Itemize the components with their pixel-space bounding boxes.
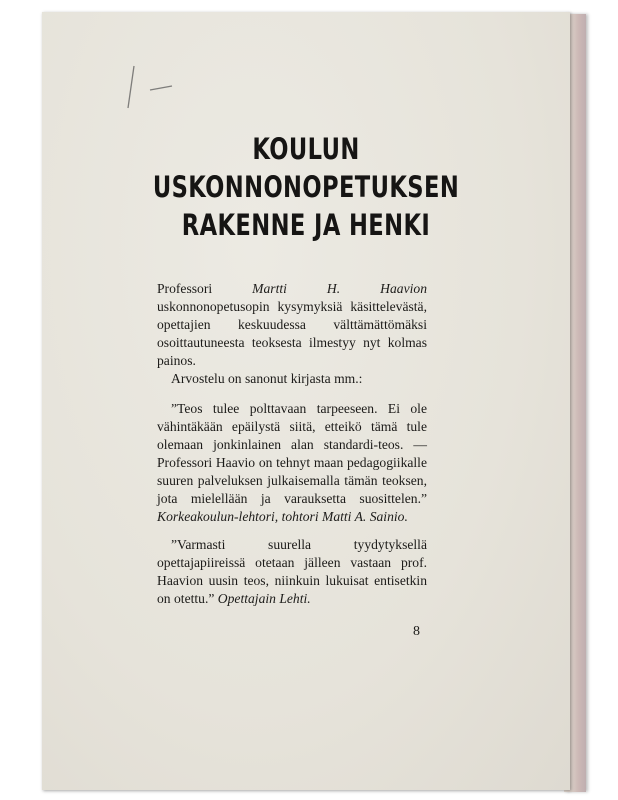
pencil-marks — [124, 64, 194, 114]
title-line-2: USKONNONOPETUKSEN — [152, 170, 460, 204]
intro-text-start: Professori — [157, 281, 253, 296]
page-number: 8 — [413, 624, 420, 639]
book-back-cover — [42, 12, 570, 790]
review-quote-2 — [157, 536, 427, 608]
quote-text: ”Teos tulee polttavaan tarpeeseen. Ei ole vähintäkään epäilystä siitä, etteikö tämä tule olemaan jonkinlainen alan standardi-teos. — Professori Haavio on tehnyt maan pedagogiikalle suuren palveluksen julkaisemalla tämän teoksen, jota mielellään ja varauksetta suosittelen.” — [157, 401, 427, 506]
quote-text: ”Varmasti suurella tyydytyksellä opettajapiireissä otetaan jälleen vastaan prof. Haavion uusin teos, niinkuin lukuisat entisetkin on otettu.” — [157, 537, 427, 606]
intro-text-end: uskonnonopetusopin kysymyksiä käsittelevästä, opettajien keskuudessa välttämättömäksi osoittautuneesta teoksesta ilmestyy nyt kolmas painos. — [157, 299, 427, 368]
author-name: Martti H. Haavion — [252, 281, 427, 296]
title-line-3: RAKENNE JA HENKI — [181, 208, 431, 242]
quote-source: Korkeakoulun-lehtori, tohtori Matti A. Sainio. — [157, 509, 408, 524]
intro-paragraph — [157, 280, 427, 370]
title-line-1: KOULUN — [252, 132, 360, 166]
review-lead: Arvostelu on sanonut kirjasta mm.: — [171, 371, 363, 386]
body-text — [157, 280, 427, 618]
quote-source: Opettajain Lehti. — [217, 591, 311, 606]
page-title — [42, 130, 570, 244]
review-quote-1 — [157, 400, 427, 526]
